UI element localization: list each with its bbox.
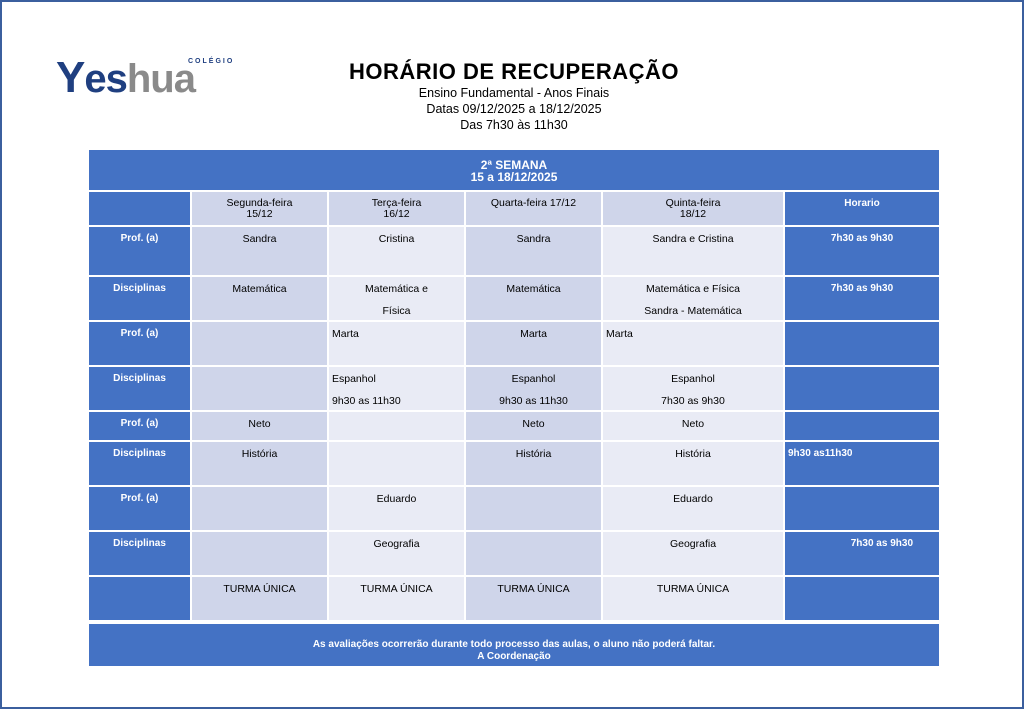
- row-label-prof: Prof. (a): [88, 411, 191, 441]
- cell-subject: Espanhol 9h30 as 11h30: [465, 366, 602, 411]
- cell-subject: [465, 531, 602, 576]
- week-banner: [88, 149, 940, 191]
- cell-subject: História: [465, 441, 602, 486]
- cell-teacher: Neto: [602, 411, 784, 441]
- week-label: 2ª SEMANA: [480, 158, 548, 172]
- cell-teacher: [465, 486, 602, 531]
- column-header-monday: Segunda-feira 15/12: [191, 191, 328, 226]
- cell-subject: História: [602, 441, 784, 486]
- week-range: 15 a 18/12/2025: [470, 170, 558, 184]
- cell-teacher: Neto: [465, 411, 602, 441]
- cell-teacher: [191, 321, 328, 366]
- cell-subject: Matemática e Física Sandra - Matemática: [602, 276, 784, 321]
- cell-subject: Geografia: [328, 531, 465, 576]
- cell-teacher: Sandra: [191, 226, 328, 276]
- cell-teacher: [328, 411, 465, 441]
- cell-subject: [328, 441, 465, 486]
- row-label-empty: [88, 576, 191, 621]
- footer-note: [88, 623, 940, 667]
- cell-subject: Espanhol 9h30 as 11h30: [328, 366, 465, 411]
- row-label-prof: Prof. (a): [88, 321, 191, 366]
- logo-letters-hua: hua: [126, 57, 195, 101]
- cell-teacher: Eduardo: [602, 486, 784, 531]
- row-label-disciplinas: Disciplinas: [88, 366, 191, 411]
- logo-letters-es: es: [84, 57, 127, 101]
- cell-class: TURMA ÚNICA: [191, 576, 328, 621]
- row-label-prof: Prof. (a): [88, 226, 191, 276]
- cell-teacher: Marta: [602, 321, 784, 366]
- cell-subject: Matemática e Física: [328, 276, 465, 321]
- cell-subject: Espanhol 7h30 as 9h30: [602, 366, 784, 411]
- subtitle-hours: Das 7h30 às 11h30: [460, 118, 568, 132]
- school-logo: [56, 53, 235, 102]
- cell-subject: Matemática: [465, 276, 602, 321]
- cell-class: TURMA ÚNICA: [465, 576, 602, 621]
- row-label-disciplinas: Disciplinas: [88, 441, 191, 486]
- cell-teacher: [191, 486, 328, 531]
- cell-time: [784, 366, 940, 411]
- cell-subject: História: [191, 441, 328, 486]
- cell-subject: Matemática: [191, 276, 328, 321]
- row-label-prof: Prof. (a): [88, 486, 191, 531]
- cell-time: 9h30 as11h30: [784, 441, 940, 486]
- cell-class: TURMA ÚNICA: [602, 576, 784, 621]
- subtitle-dates: Datas 09/12/2025 a 18/12/2025: [426, 102, 602, 116]
- cell-subject: Geografia: [602, 531, 784, 576]
- cell-class: TURMA ÚNICA: [328, 576, 465, 621]
- footer-notice: As avaliações ocorrerão durante todo processo das aulas, o aluno não poderá faltar.: [312, 639, 716, 650]
- header-empty-cell: [88, 191, 191, 226]
- column-header-tuesday: Terça-feira 16/12: [328, 191, 465, 226]
- cell-time: 7h30 as 9h30: [784, 226, 940, 276]
- column-header-thursday: Quinta-feira 18/12: [602, 191, 784, 226]
- page-title: HORÁRIO DE RECUPERAÇÃO: [348, 59, 680, 84]
- cell-teacher: Neto: [191, 411, 328, 441]
- schedule-grid: [88, 191, 940, 621]
- logo-colegio-text: COLÉGIO: [188, 58, 235, 65]
- cell-time: [784, 321, 940, 366]
- cell-subject: [191, 366, 328, 411]
- cell-time: [784, 411, 940, 441]
- cell-teacher: Eduardo: [328, 486, 465, 531]
- cell-time: 7h30 as 9h30: [784, 531, 940, 576]
- cell-time: [784, 576, 940, 621]
- row-label-disciplinas: Disciplinas: [88, 531, 191, 576]
- cell-teacher: Marta: [328, 321, 465, 366]
- document-header: [302, 59, 726, 133]
- schedule-table: [88, 149, 940, 667]
- subtitle-level: Ensino Fundamental - Anos Finais: [418, 86, 610, 100]
- row-label-disciplinas: Disciplinas: [88, 276, 191, 321]
- cell-teacher: Sandra e Cristina: [602, 226, 784, 276]
- column-header-time: Horario: [784, 191, 940, 226]
- cell-subject: [191, 531, 328, 576]
- column-header-wednesday: Quarta-feira 17/12: [465, 191, 602, 226]
- cell-time: 7h30 as 9h30: [784, 276, 940, 321]
- cell-teacher: Sandra: [465, 226, 602, 276]
- logo-letter-y: Y: [56, 53, 85, 102]
- footer-signature: A Coordenação: [477, 651, 551, 662]
- cell-teacher: Marta: [465, 321, 602, 366]
- cell-time: [784, 486, 940, 531]
- cell-teacher: Cristina: [328, 226, 465, 276]
